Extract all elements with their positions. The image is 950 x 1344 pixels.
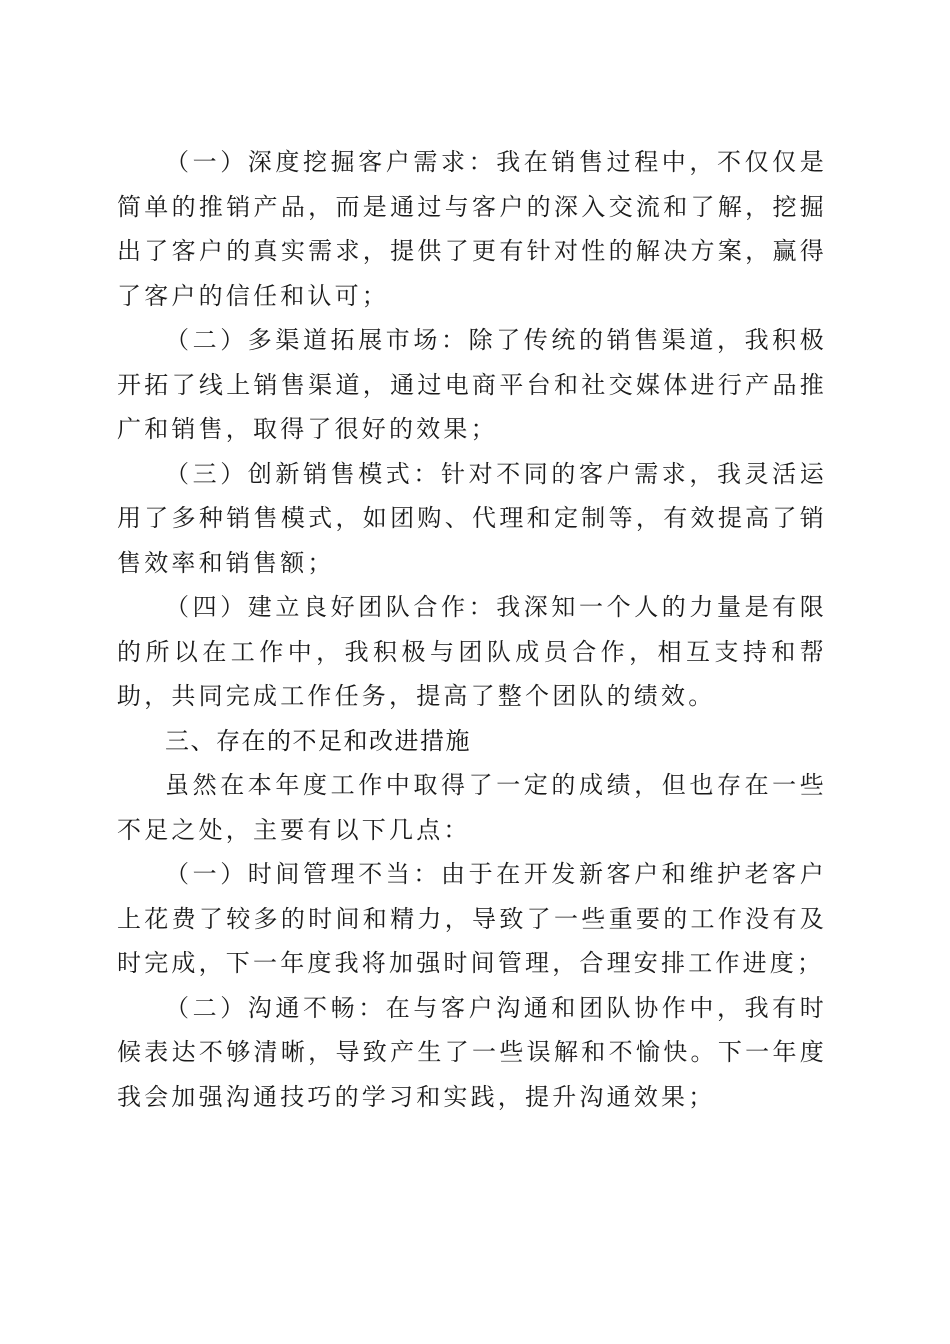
paragraph-team-cooperation: （四）建立良好团队合作：我深知一个人的力量是有限的所以在工作中，我积极与团队成员合作，相互支持和帮助，共同完成工作任务，提高了整个团队的绩效。 <box>117 593 827 710</box>
paragraph-time-management: （一）时间管理不当：由于在开发新客户和维护老客户上花费了较多的时间和精力，导致了一些重要的工作没有及时完成，下一年度我将加强时间管理，合理安排工作进度； <box>117 860 827 977</box>
paragraph-deep-customer-needs: （一）深度挖掘客户需求：我在销售过程中，不仅仅是简单的推销产品，而是通过与客户的深入交流和了解，挖掘出了客户的真实需求，提供了更有针对性的解决方案，赢得了客户的信任和认可； <box>117 148 827 310</box>
section-heading-shortcomings: 三、存在的不足和改进措施 <box>165 726 471 755</box>
paragraph-communication: （二）沟通不畅：在与客户沟通和团队协作中，我有时候表达不够清晰，导致产生了一些误解和不愉快。下一年度我会加强沟通技巧的学习和实践，提升沟通效果； <box>117 993 827 1111</box>
paragraph-shortcomings-intro: 虽然在本年度工作中取得了一定的成绩，但也存在一些不足之处，主要有以下几点： <box>117 771 827 844</box>
paragraph-innovative-sales-model: （三）创新销售模式：针对不同的客户需求，我灵活运用了多种销售模式，如团购、代理和定制等，有效提高了销售效率和销售额； <box>117 459 827 577</box>
paragraph-multichannel-market: （二）多渠道拓展市场：除了传统的销售渠道，我积极开拓了线上销售渠道，通过电商平台和社交媒体进行产品推广和销售，取得了很好的效果； <box>117 326 827 443</box>
document-body <box>117 140 827 1119</box>
